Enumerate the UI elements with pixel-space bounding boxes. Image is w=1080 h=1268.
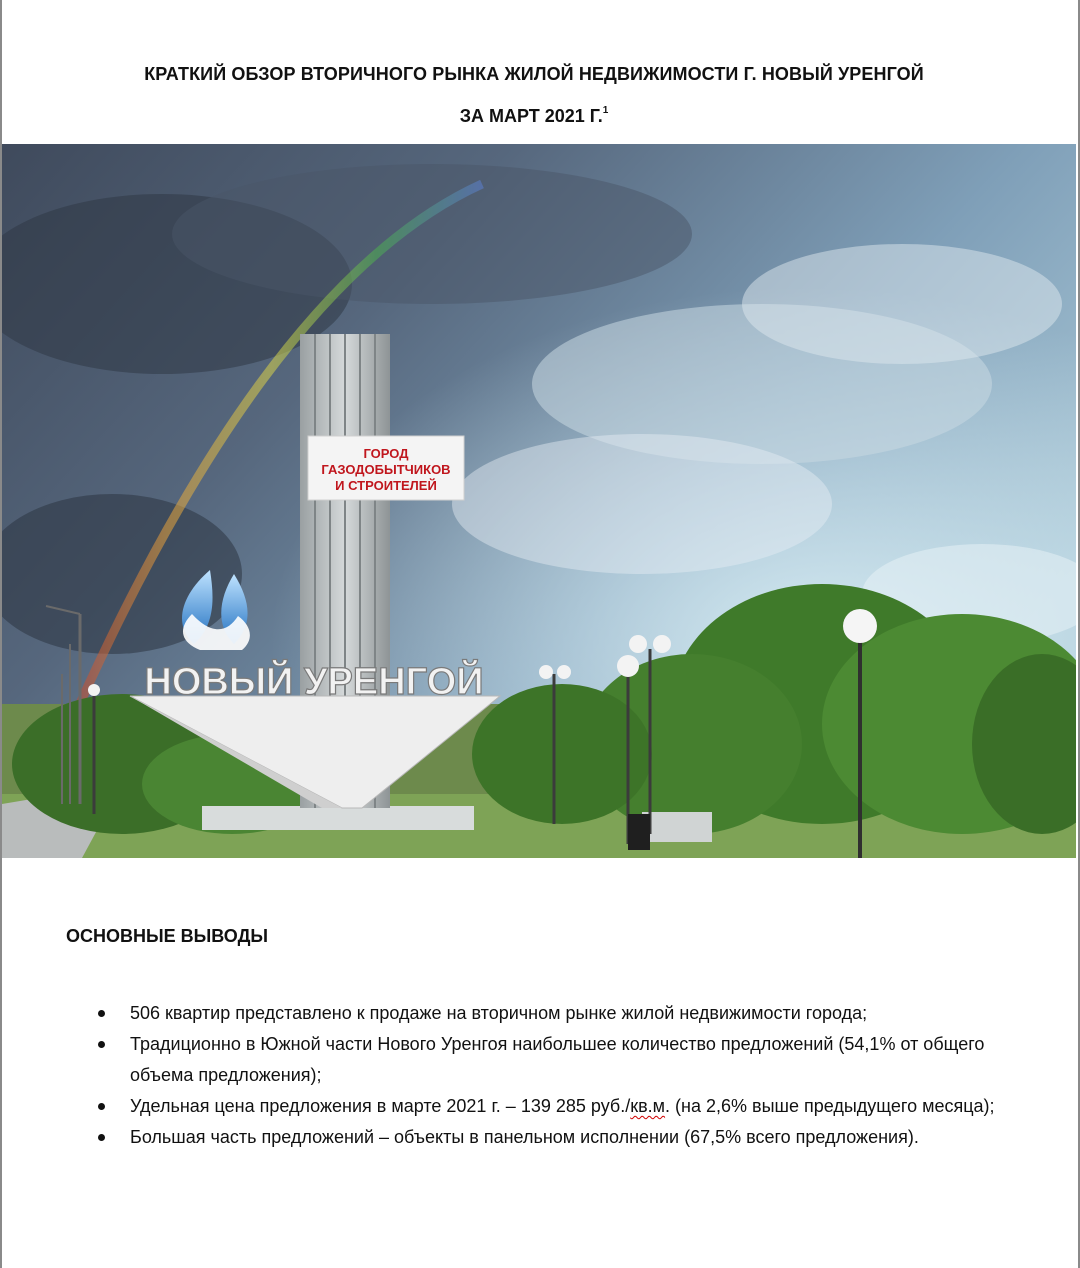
document-subtitle (0, 106, 1068, 127)
list-item-text: 506 квартир представлено к продаже на вторичном рынке жилой недвижимости города; (130, 1003, 868, 1023)
spellcheck-marked-word: кв.м (630, 1096, 666, 1116)
document-title: КРАТКИЙ ОБЗОР ВТОРИЧНОГО РЫНКА ЖИЛОЙ НЕДВИЖИМОСТИ Г. НОВЫЙ УРЕНГОЙ (144, 64, 924, 84)
sign-text-line2: ГАЗОДОБЫТЧИКОВ (321, 462, 451, 477)
bullet-icon (98, 1134, 105, 1141)
list-item (98, 1029, 1028, 1091)
bullet-icon (98, 1103, 105, 1110)
list-item-text: Традиционно в Южной части Нового Уренгоя наибольшее количество предложений (54,1% от общего объема предложения); (130, 1034, 985, 1085)
section-heading: ОСНОВНЫЕ ВЫВОДЫ (66, 926, 269, 946)
key-findings-list (98, 998, 1028, 1153)
sign-text-line1: ГОРОД (363, 446, 409, 461)
city-name-sign: НОВЫЙ УРЕНГОЙ (144, 661, 484, 703)
list-item-text-post: . (на 2,6% выше предыдущего месяца); (665, 1096, 995, 1116)
city-entrance-illustration (2, 144, 1076, 858)
bullet-icon (98, 1010, 105, 1017)
list-item-text (130, 1096, 995, 1116)
city-entrance-photo (2, 144, 1076, 858)
footnote-mark: 1 (602, 105, 609, 116)
bullet-icon (98, 1041, 105, 1048)
sign-text-line3: И СТРОИТЕЛЕЙ (335, 478, 437, 493)
list-item-text: Большая часть предложений – объекты в панельном исполнении (67,5% всего предложения). (130, 1127, 919, 1147)
list-item (98, 1091, 1028, 1122)
list-item (98, 1122, 1028, 1153)
list-item (98, 998, 1028, 1029)
document-subtitle-text: ЗА МАРТ 2021 Г. (459, 106, 603, 126)
list-item-text-pre: Удельная цена предложения в марте 2021 г. – 139 285 руб./ (130, 1096, 631, 1116)
